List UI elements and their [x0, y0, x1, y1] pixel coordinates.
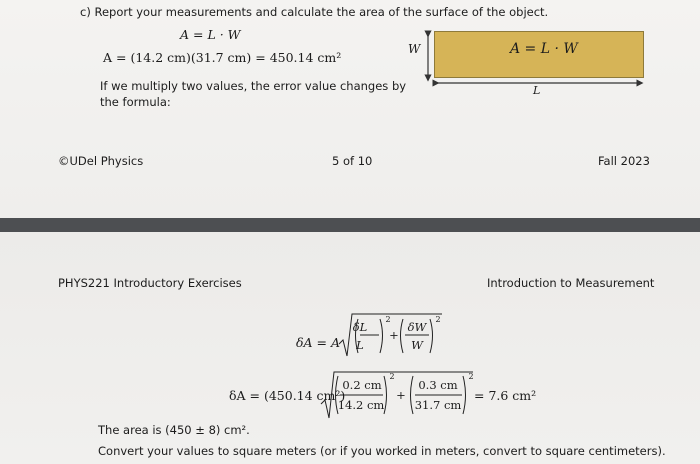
error-propagation-note: If we multiply two values, the error value changes by the formula: [100, 79, 407, 109]
footer-page-number: 5 of 10 [332, 154, 373, 168]
term2-num-value: 0.3 cm [418, 378, 458, 392]
term1-exponent: 2 [385, 315, 391, 324]
term1-denominator: L [356, 338, 364, 352]
course-header: PHYS221 Introductory Exercises [58, 276, 242, 290]
footer-term: Fall 2023 [598, 154, 650, 168]
error-numeric-lhs: δA = (450.14 cm²) [229, 388, 346, 403]
term2-den-value: 31.7 cm [414, 398, 462, 412]
error-result: = 7.6 cm² [474, 388, 537, 403]
footer-copyright: ©UDel Physics [58, 154, 144, 168]
term1-value-exponent: 2 [389, 372, 395, 381]
question-c-label: c) Report your measurements and calculate the area of the surface of the object. [80, 5, 549, 19]
term1-den-value: 14.2 cm [337, 398, 385, 412]
term2-exponent: 2 [435, 315, 441, 324]
conversion-instruction: Convert your values to square meters (or if you worked in meters, convert to square centimeters). [98, 444, 666, 458]
error-formula-lhs: δA = A [296, 335, 341, 350]
area-calculation: A = (14.2 cm)(31.7 cm) = 450.14 cm² [103, 50, 342, 65]
topic-header: Introduction to Measurement [487, 276, 655, 290]
term2-value-exponent: 2 [468, 372, 474, 381]
term1-numerator: δL [352, 320, 368, 334]
term2-denominator: W [411, 338, 423, 352]
length-label: L [533, 84, 541, 97]
width-label: W [408, 42, 421, 56]
area-result-statement: The area is (450 ± 8) cm². [98, 423, 250, 437]
rectangle-area-label: A = L · W [510, 41, 578, 57]
plus-sign-numeric: + [396, 388, 406, 402]
plus-sign: + [389, 328, 399, 342]
term1-num-value: 0.2 cm [342, 378, 382, 392]
area-formula: A = L · W [180, 27, 241, 42]
term2-numerator: δW [407, 320, 427, 334]
